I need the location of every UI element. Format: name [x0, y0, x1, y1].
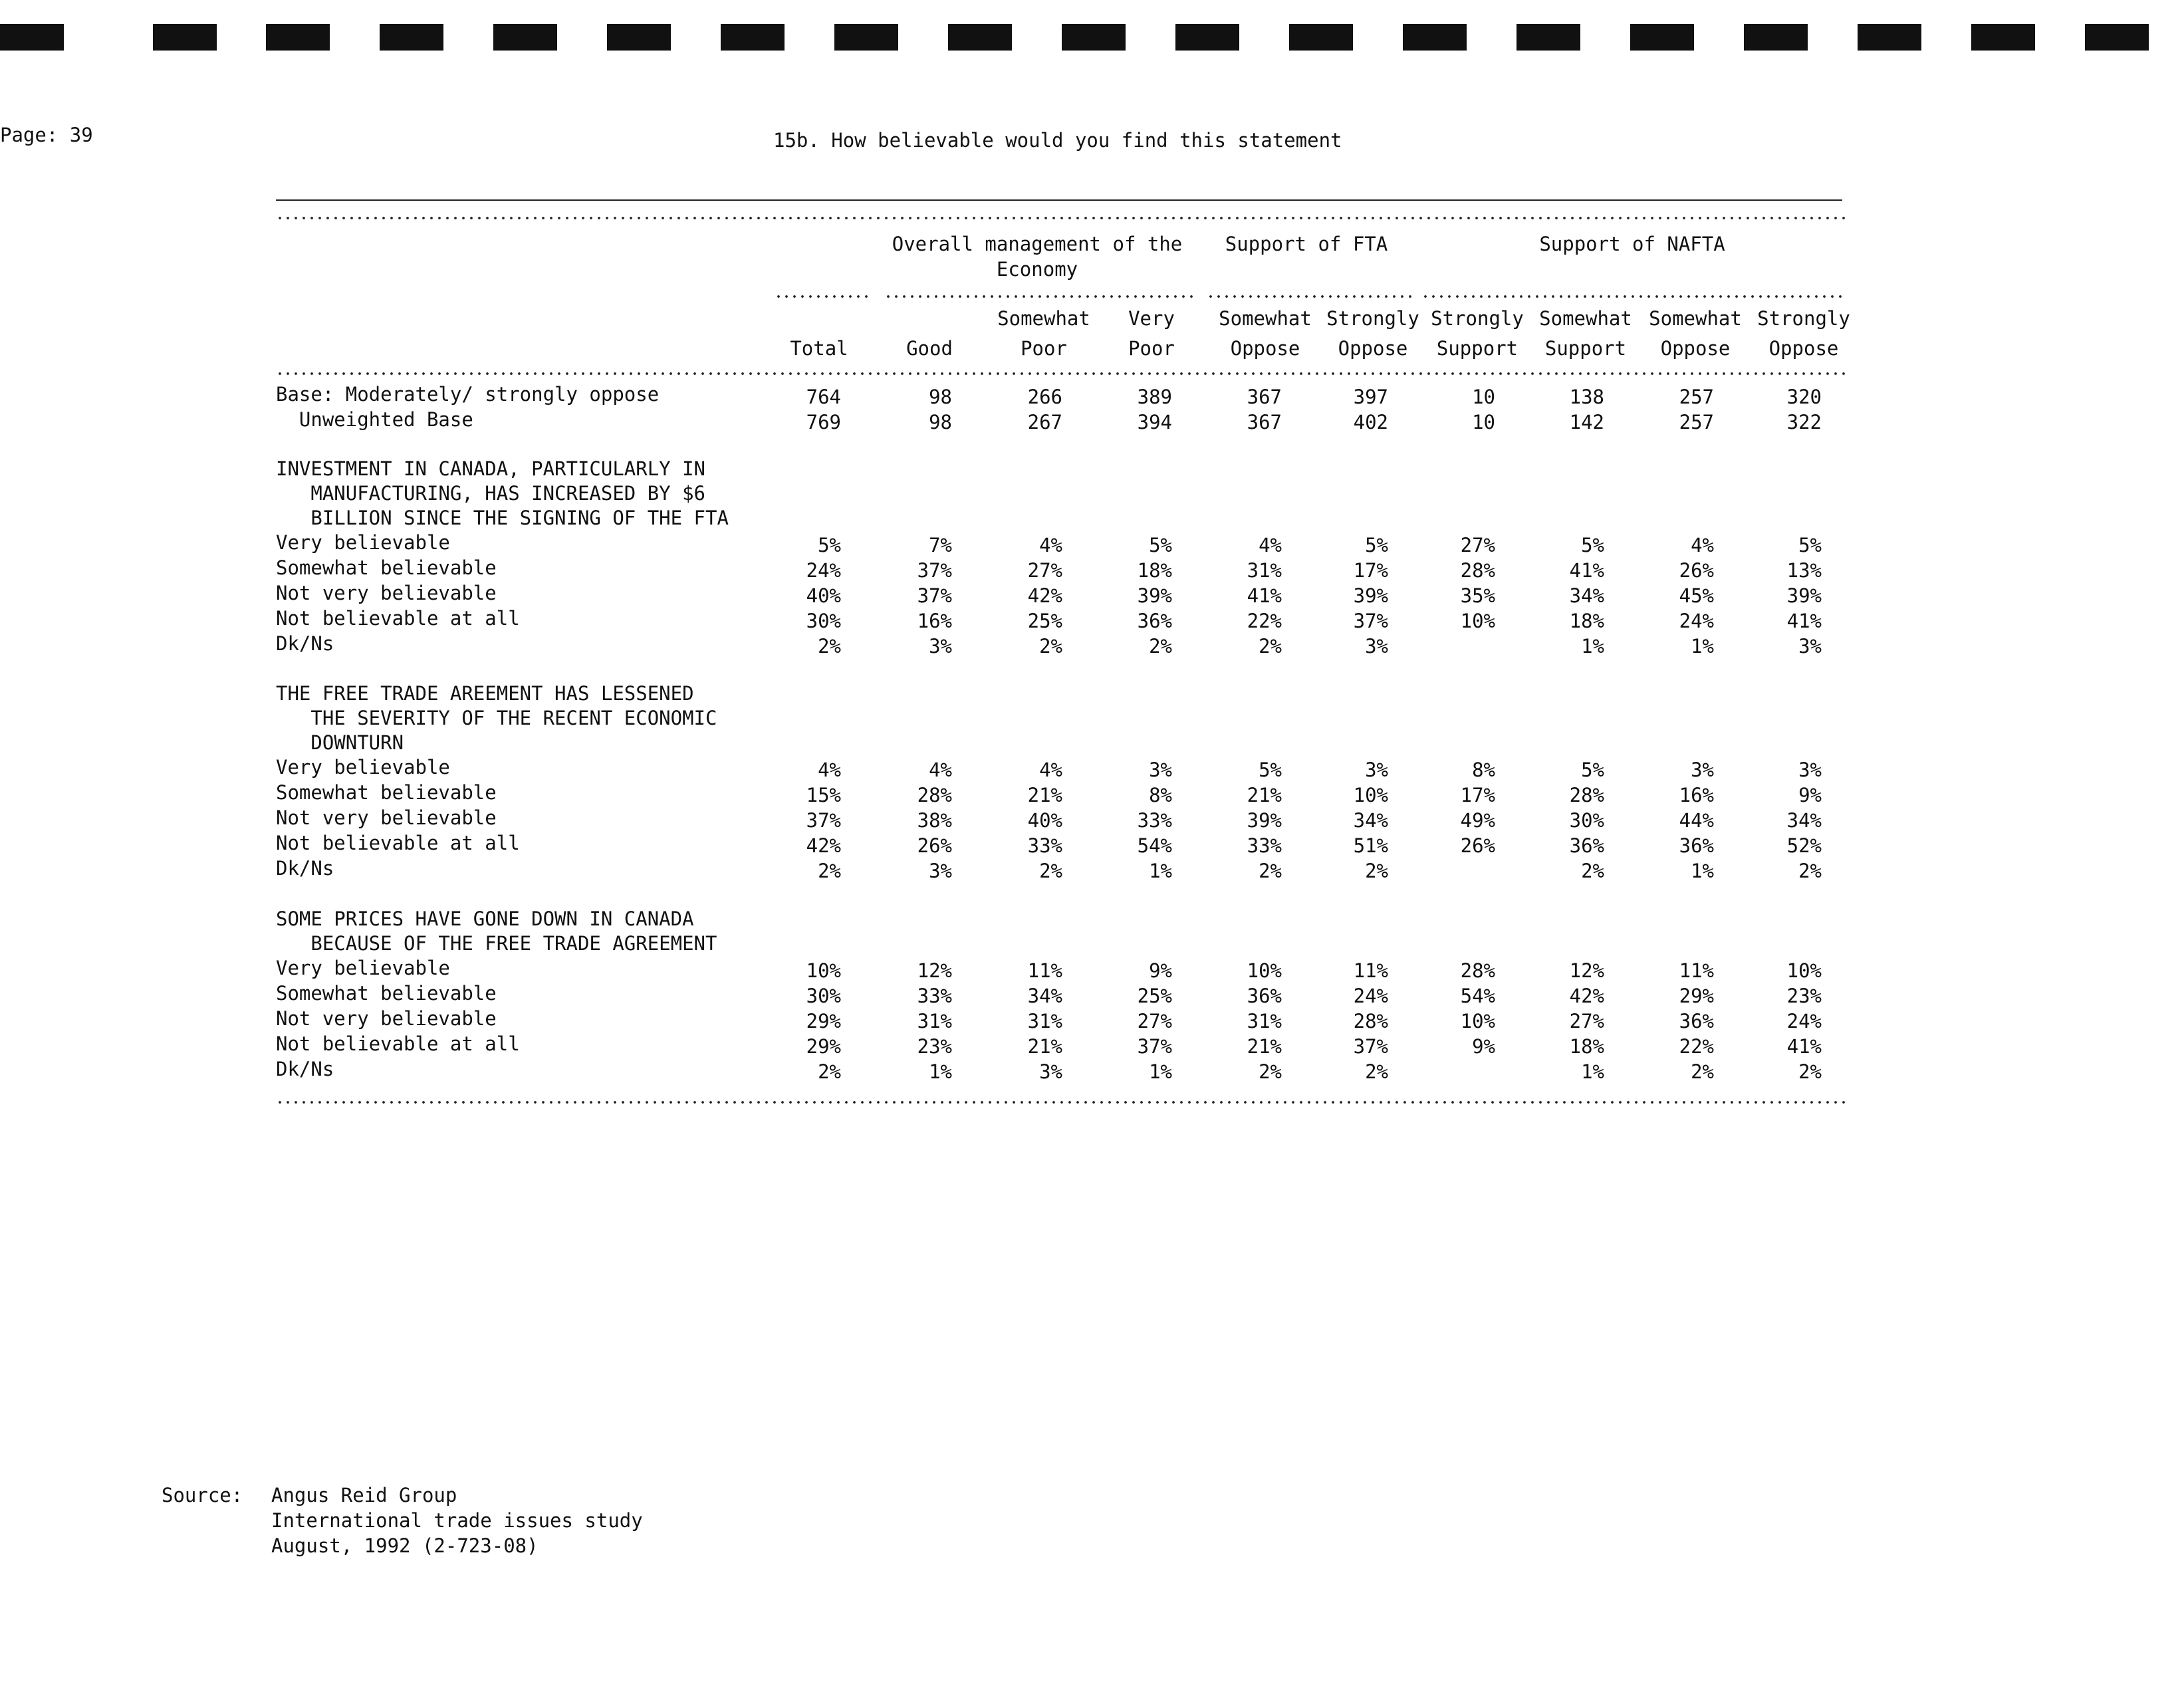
column-header-line2: Oppose: [1338, 337, 1408, 360]
row-label: Dk/Ns: [276, 1058, 334, 1080]
base-cell: 320: [1786, 386, 1822, 408]
table-cell: 11%: [1027, 959, 1062, 982]
table-cell: 18%: [1569, 610, 1604, 632]
table-cell: 37%: [1137, 1035, 1172, 1058]
table-cell: 34%: [1786, 809, 1822, 832]
column-header-line1: Somewhat: [1649, 307, 1742, 330]
group-header-nafta: Support of NAFTA: [1539, 233, 1725, 255]
table-cell: 8%: [1149, 784, 1172, 806]
table-cell: 2%: [1691, 1060, 1714, 1083]
base-cell: 142: [1569, 411, 1604, 433]
table-cell: 10%: [1353, 784, 1388, 806]
table-cell: 11%: [1679, 959, 1714, 982]
table-cell: 54%: [1137, 834, 1172, 857]
table-cell: 34%: [1027, 985, 1062, 1007]
table-cell: 5%: [1581, 534, 1604, 556]
table-cell: 1%: [1581, 1060, 1604, 1083]
table-cell: 5%: [1798, 534, 1822, 556]
punch-mark: [1744, 24, 1808, 51]
table-cell: 34%: [1569, 584, 1604, 607]
table-cell: 9%: [1472, 1035, 1495, 1058]
source-label: Source:: [162, 1484, 243, 1507]
section-title-line: MANUFACTURING, HAS INCREASED BY $6: [276, 482, 706, 505]
table-cell: 44%: [1679, 809, 1714, 832]
table-cell: 34%: [1353, 809, 1388, 832]
table-cell: 25%: [1027, 610, 1062, 632]
table-cell: 15%: [806, 784, 841, 806]
table-cell: 3%: [1039, 1060, 1062, 1083]
row-label: Somewhat believable: [276, 556, 497, 579]
table-cell: 2%: [1365, 1060, 1388, 1083]
row-label: Dk/Ns: [276, 857, 334, 880]
table-cell: 36%: [1247, 985, 1282, 1007]
table-cell: 4%: [1259, 534, 1282, 556]
table-cell: 24%: [806, 559, 841, 582]
question-title: 15b. How believable would you find this statement: [773, 129, 1342, 152]
column-header-line1: Somewhat: [1219, 307, 1312, 330]
punch-mark: [153, 24, 217, 51]
base-cell: 267: [1027, 411, 1062, 433]
table-cell: 5%: [1149, 534, 1172, 556]
source-line: Angus Reid Group: [271, 1484, 457, 1507]
table-cell: 41%: [1569, 559, 1604, 582]
section-title-line: THE SEVERITY OF THE RECENT ECONOMIC: [276, 707, 717, 729]
row-label: Not very believable: [276, 582, 497, 604]
table-cell: 10%: [1460, 1010, 1495, 1032]
table-cell: 51%: [1353, 834, 1388, 857]
table-cell: 28%: [1460, 959, 1495, 982]
section-title-line: BILLION SINCE THE SIGNING OF THE FTA: [276, 507, 729, 529]
table-cell: 22%: [1247, 610, 1282, 632]
table-cell: 21%: [1027, 784, 1062, 806]
table-cell: 2%: [1581, 860, 1604, 882]
column-header-line2: Support: [1436, 337, 1518, 360]
table-cell: 23%: [917, 1035, 952, 1058]
column-header-line1: Strongly: [1326, 307, 1419, 330]
row-label: Somewhat believable: [276, 982, 497, 1005]
table-cell: 3%: [1691, 759, 1714, 781]
top-dotted-rule: [276, 214, 1845, 222]
table-cell: 42%: [806, 834, 841, 857]
section-title-line: DOWNTURN: [276, 731, 404, 754]
base-cell: 769: [806, 411, 841, 433]
table-cell: 12%: [917, 959, 952, 982]
table-cell: 16%: [917, 610, 952, 632]
table-cell: 29%: [1679, 985, 1714, 1007]
group-underline-economy: [884, 293, 1197, 301]
column-header-line2: Oppose: [1768, 337, 1839, 360]
punch-mark: [1630, 24, 1694, 51]
table-cell: 18%: [1569, 1035, 1604, 1058]
table-cell: 31%: [917, 1010, 952, 1032]
table-cell: 3%: [1365, 759, 1388, 781]
punch-mark: [2085, 24, 2149, 51]
table-cell: 25%: [1137, 985, 1172, 1007]
table-cell: 1%: [1149, 1060, 1172, 1083]
base-cell: 257: [1679, 386, 1714, 408]
punch-mark: [1062, 24, 1126, 51]
table-cell: 2%: [1039, 635, 1062, 658]
table-cell: 26%: [1679, 559, 1714, 582]
base-cell: 402: [1353, 411, 1388, 433]
table-cell: 24%: [1679, 610, 1714, 632]
punch-mark: [380, 24, 443, 51]
table-cell: 1%: [1149, 860, 1172, 882]
table-cell: 2%: [1149, 635, 1172, 658]
table-cell: 5%: [1365, 534, 1388, 556]
table-cell: 33%: [917, 985, 952, 1007]
section-title-line: BECAUSE OF THE FREE TRADE AGREEMENT: [276, 932, 717, 955]
table-cell: 7%: [929, 534, 952, 556]
table-cell: 37%: [1353, 1035, 1388, 1058]
table-cell: 1%: [929, 1060, 952, 1083]
table-cell: 37%: [806, 809, 841, 832]
table-cell: 33%: [1027, 834, 1062, 857]
table-cell: 29%: [806, 1035, 841, 1058]
punch-mark: [1517, 24, 1580, 51]
table-cell: 45%: [1679, 584, 1714, 607]
table-cell: 28%: [917, 784, 952, 806]
table-cell: 5%: [1581, 759, 1604, 781]
table-cell: 52%: [1786, 834, 1822, 857]
table-cell: 28%: [1460, 559, 1495, 582]
base-cell: 138: [1569, 386, 1604, 408]
base-cell: 397: [1353, 386, 1388, 408]
table-cell: 36%: [1569, 834, 1604, 857]
table-cell: 39%: [1786, 584, 1822, 607]
table-cell: 16%: [1679, 784, 1714, 806]
table-cell: 37%: [1353, 610, 1388, 632]
row-label: Very believable: [276, 957, 450, 979]
table-cell: 24%: [1353, 985, 1388, 1007]
punch-mark: [1971, 24, 2035, 51]
table-cell: 2%: [818, 635, 841, 658]
table-cell: 3%: [929, 860, 952, 882]
table-cell: 26%: [917, 834, 952, 857]
row-label: Not believable at all: [276, 832, 520, 854]
table-cell: 42%: [1569, 985, 1604, 1007]
table-cell: 3%: [1149, 759, 1172, 781]
row-label: Not very believable: [276, 1007, 497, 1030]
row-label: Very believable: [276, 531, 450, 554]
group-header-fta: Support of FTA: [1225, 233, 1388, 255]
table-cell: 5%: [818, 534, 841, 556]
page-number: Page: 39: [0, 124, 93, 146]
base-cell: 367: [1247, 411, 1282, 433]
table-cell: 1%: [1691, 635, 1714, 658]
table-cell: 13%: [1786, 559, 1822, 582]
table-cell: 31%: [1247, 559, 1282, 582]
table-cell: 37%: [917, 559, 952, 582]
table-cell: 2%: [1798, 860, 1822, 882]
punch-mark: [1175, 24, 1239, 51]
row-label: Not very believable: [276, 806, 497, 829]
base-cell: 266: [1027, 386, 1062, 408]
table-cell: 2%: [1798, 1060, 1822, 1083]
table-cell: 33%: [1137, 809, 1172, 832]
table-cell: 3%: [1798, 635, 1822, 658]
table-cell: 54%: [1460, 985, 1495, 1007]
table-cell: 18%: [1137, 559, 1172, 582]
punch-mark: [0, 24, 64, 51]
table-cell: 27%: [1027, 559, 1062, 582]
column-header-line1: Strongly: [1757, 307, 1850, 330]
table-cell: 49%: [1460, 809, 1495, 832]
table-cell: 42%: [1027, 584, 1062, 607]
table-cell: 9%: [1149, 959, 1172, 982]
column-header-line2: Oppose: [1660, 337, 1731, 360]
table-cell: 28%: [1569, 784, 1604, 806]
table-cell: 38%: [917, 809, 952, 832]
column-header-line2: Poor: [1021, 337, 1067, 360]
table-cell: 9%: [1798, 784, 1822, 806]
table-cell: 4%: [1039, 759, 1062, 781]
base-row-label: Base: Moderately/ strongly oppose: [276, 383, 660, 406]
row-label: Dk/Ns: [276, 632, 334, 655]
column-header-line2: Good: [906, 337, 953, 360]
table-cell: 3%: [929, 635, 952, 658]
table-cell: 5%: [1259, 759, 1282, 781]
top-rule: [276, 199, 1842, 201]
table-cell: 1%: [1691, 860, 1714, 882]
punch-mark: [1403, 24, 1467, 51]
table-cell: 2%: [818, 1060, 841, 1083]
table-cell: 2%: [818, 860, 841, 882]
column-header-line2: Poor: [1128, 337, 1175, 360]
punch-mark: [834, 24, 898, 51]
table-cell: 39%: [1353, 584, 1388, 607]
table-cell: 4%: [818, 759, 841, 781]
base-cell: 764: [806, 386, 841, 408]
table-cell: 39%: [1137, 584, 1172, 607]
table-cell: 40%: [806, 584, 841, 607]
table-cell: 33%: [1247, 834, 1282, 857]
table-cell: 8%: [1472, 759, 1495, 781]
table-cell: 1%: [1581, 635, 1604, 658]
table-cell: 41%: [1786, 1035, 1822, 1058]
table-cell: 37%: [917, 584, 952, 607]
table-cell: 2%: [1259, 1060, 1282, 1083]
table-cell: 36%: [1137, 610, 1172, 632]
row-label: Not believable at all: [276, 607, 520, 630]
header-dotted-rule: [276, 370, 1845, 378]
section-title-line: INVESTMENT IN CANADA, PARTICULARLY IN: [276, 457, 706, 480]
table-cell: 21%: [1247, 784, 1282, 806]
base-cell: 10: [1472, 411, 1495, 433]
table-cell: 2%: [1365, 860, 1388, 882]
punch-mark: [607, 24, 671, 51]
column-header-line2: Oppose: [1230, 337, 1300, 360]
base-cell: 98: [929, 411, 952, 433]
table-cell: 40%: [1027, 809, 1062, 832]
table-cell: 30%: [806, 610, 841, 632]
punch-mark: [948, 24, 1012, 51]
punch-mark: [721, 24, 785, 51]
table-cell: 31%: [1247, 1010, 1282, 1032]
table-cell: 24%: [1786, 1010, 1822, 1032]
base-cell: 367: [1247, 386, 1282, 408]
source-line: August, 1992 (2-723-08): [271, 1534, 539, 1557]
column-header-line1: Somewhat: [1539, 307, 1632, 330]
table-cell: 35%: [1460, 584, 1495, 607]
table-cell: 36%: [1679, 1010, 1714, 1032]
table-cell: 39%: [1247, 809, 1282, 832]
table-cell: 41%: [1247, 584, 1282, 607]
column-header-line1: Somewhat: [997, 307, 1090, 330]
table-cell: 10%: [1786, 959, 1822, 982]
table-cell: 4%: [929, 759, 952, 781]
bottom-dotted-rule: [276, 1098, 1845, 1106]
row-label: Somewhat believable: [276, 781, 497, 804]
table-cell: 2%: [1039, 860, 1062, 882]
table-cell: 2%: [1259, 860, 1282, 882]
column-header-line1: Strongly: [1431, 307, 1524, 330]
table-cell: 23%: [1786, 985, 1822, 1007]
base-cell: 389: [1137, 386, 1172, 408]
table-cell: 10%: [1247, 959, 1282, 982]
table-cell: 36%: [1679, 834, 1714, 857]
table-cell: 2%: [1259, 635, 1282, 658]
base-cell: 257: [1679, 411, 1714, 433]
section-title-line: THE FREE TRADE AREEMENT HAS LESSENED: [276, 682, 694, 705]
table-cell: 3%: [1365, 635, 1388, 658]
table-cell: 17%: [1353, 559, 1388, 582]
base-cell: 322: [1786, 411, 1822, 433]
group-underline-total: [775, 293, 872, 301]
table-cell: 30%: [1569, 809, 1604, 832]
column-header-line1: Very: [1128, 307, 1175, 330]
table-cell: 27%: [1137, 1010, 1172, 1032]
punch-mark: [1858, 24, 1921, 51]
table-cell: 10%: [806, 959, 841, 982]
table-cell: 31%: [1027, 1010, 1062, 1032]
table-cell: 27%: [1460, 534, 1495, 556]
group-underline-nafta: [1421, 293, 1844, 301]
base-cell: 10: [1472, 386, 1495, 408]
group-header-economy: Overall management of the Economy: [892, 233, 1183, 281]
table-cell: 17%: [1460, 784, 1495, 806]
source-line: International trade issues study: [271, 1509, 643, 1532]
table-cell: 10%: [1460, 610, 1495, 632]
base-cell: 394: [1137, 411, 1172, 433]
punch-mark: [1289, 24, 1353, 51]
row-label: Not believable at all: [276, 1032, 520, 1055]
table-cell: 21%: [1247, 1035, 1282, 1058]
table-cell: 30%: [806, 985, 841, 1007]
table-cell: 4%: [1691, 534, 1714, 556]
table-cell: 12%: [1569, 959, 1604, 982]
table-cell: 41%: [1786, 610, 1822, 632]
unweighted-base-label: Unweighted Base: [276, 408, 473, 431]
table-cell: 4%: [1039, 534, 1062, 556]
table-cell: 27%: [1569, 1010, 1604, 1032]
group-underline-fta: [1207, 293, 1413, 301]
table-cell: 21%: [1027, 1035, 1062, 1058]
table-cell: 26%: [1460, 834, 1495, 857]
column-header-line2: Total: [790, 337, 848, 360]
table-cell: 29%: [806, 1010, 841, 1032]
column-header-line2: Support: [1544, 337, 1627, 360]
table-cell: 22%: [1679, 1035, 1714, 1058]
base-cell: 98: [929, 386, 952, 408]
punch-mark: [493, 24, 557, 51]
table-cell: 28%: [1353, 1010, 1388, 1032]
row-label: Very believable: [276, 756, 450, 779]
table-cell: 3%: [1798, 759, 1822, 781]
punch-mark: [266, 24, 330, 51]
table-cell: 11%: [1353, 959, 1388, 982]
section-title-line: SOME PRICES HAVE GONE DOWN IN CANADA: [276, 907, 694, 930]
